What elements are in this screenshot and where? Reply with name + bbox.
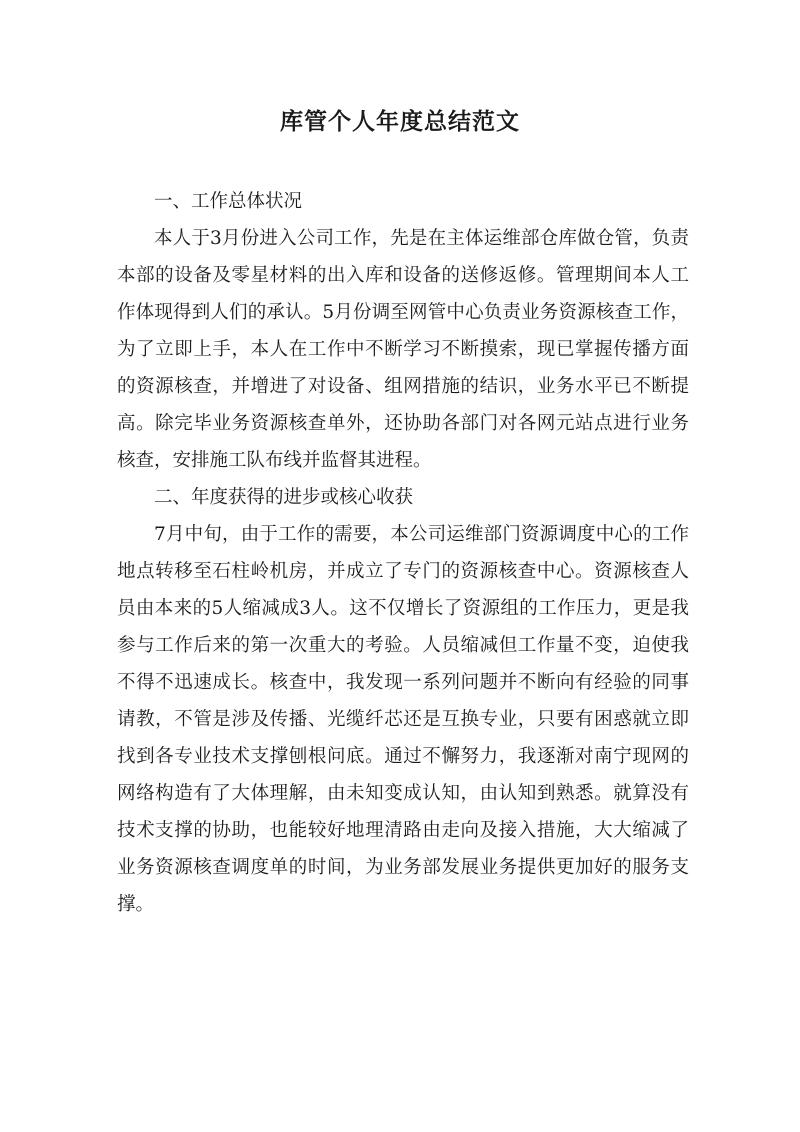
paragraph-overview: 本人于3月份进入公司工作，先是在主体运维部仓库做仓管，负责本部的设备及零星材料的出入库和设备的送修返修。管理期间本人工作体现得到人们的承认。5月份调至网管中心负责业务资源核查工作，为了立即上手，本人在工作中不断学习不断摸索，现已掌握传播方面的资源核查，并增进了对设备、组网措施的结识，业务水平已不断提高。除完毕业务资源核查单外，还协助各部门对各网元站点进行业务核查，安排施工队布线并监督其进程。	[117, 228, 689, 471]
section-heading-overview: 一、工作总体状况	[154, 191, 303, 212]
section-heading-progress: 二、年度获得的进步或核心收获	[154, 487, 414, 508]
document-title: 库管个人年度总结范文	[280, 108, 520, 135]
paragraph-progress: 7月中旬，由于工作的需要，本公司运维部门资源调度中心的工作地点转移至石柱岭机房，并成立了专门的资源核查中心。资源核查人员由本来的5人缩减成3人。这不仅增长了资源组的工作压力，更是我参与工作后来的第一次重大的考验。人员缩减但工作量不变，迫使我不得不迅速成长。核查中，我发现一系列问题并不断向有经验的同事请教，不管是涉及传播、光缆纤芯还是互换专业，只要有困惑就立即找到各专业技术支撑刨根问底。通过不懈努力，我逐渐对南宁现网的网络构造有了大体理解，由未知变成认知，由认知到熟悉。就算没有技术支撑的协助，也能较好地理清路由走向及接入措施，大大缩减了业务资源核查调度单的时间，为业务部发展业务提供更加好的服务支撑。	[117, 524, 689, 915]
document-body	[117, 183, 689, 923]
